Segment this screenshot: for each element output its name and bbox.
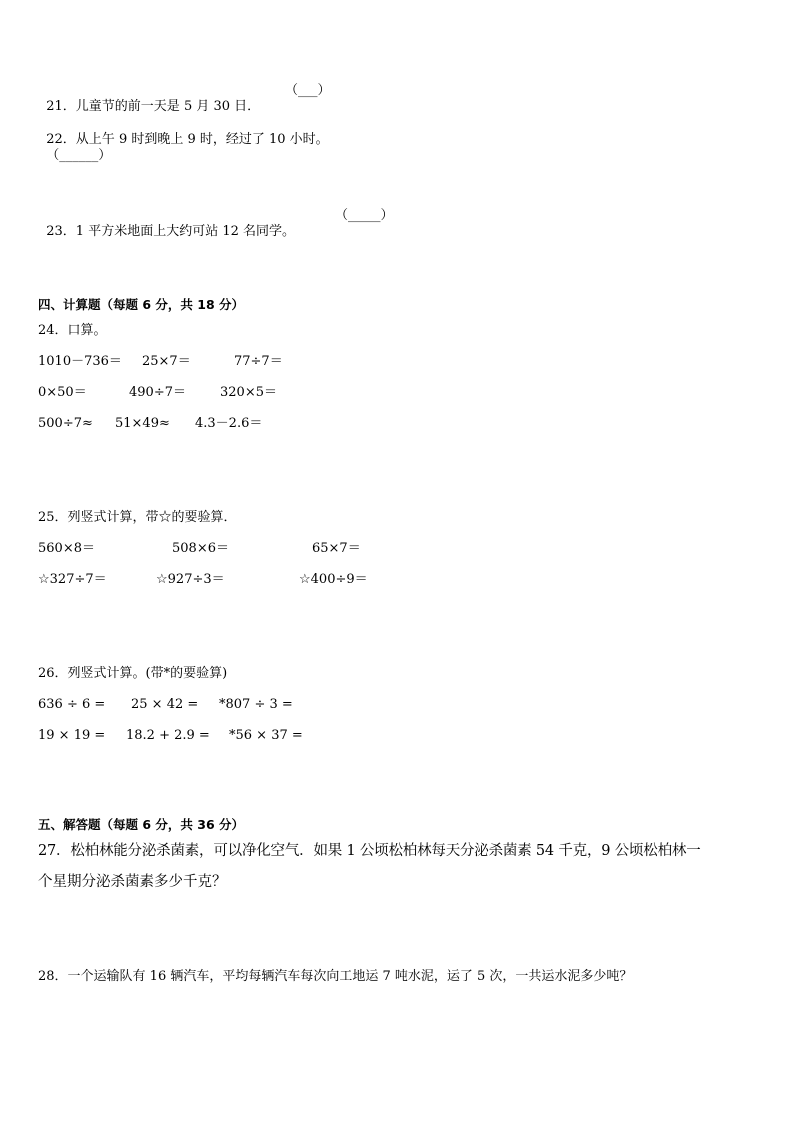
q26-item: 19 × 19 = [38,728,106,743]
q26-item: *56 × 37 = [229,728,303,743]
question-25-title: 25．列竖式计算，带☆的要验算． [38,510,237,525]
question-23-answer-blank[interactable]: （_____） [335,208,394,223]
q24-item: 0×50＝ [38,385,87,400]
q26-item: 25 × 42 = [131,697,199,712]
q25-item: ☆327÷7＝ [38,572,107,587]
q25-item: ☆927÷3＝ [156,572,225,587]
q24-item: 77÷7＝ [234,354,283,369]
question-26-title: 26．列竖式计算。(带*的要验算) [38,666,228,681]
section-5-title: 五、解答题（每题 6 分，共 36 分） [38,817,245,832]
q24-item: 51×49≈ [115,416,170,431]
question-22 [38,116,329,164]
question-28: 28．一个运输队有 16 辆汽车，平均每辆汽车每次向工地运 7 吨水泥，运了 5 次，一共运水泥多少吨？ [38,969,633,984]
question-22-answer-blank[interactable]: （______） [46,148,112,163]
q25-item: 65×7＝ [312,541,361,556]
q24-item: 4.3－2.6＝ [195,416,263,431]
question-23 [38,208,295,240]
question-27-line-1: 27．松柏林能分泌杀菌素，可以净化空气．如果 1 公顷松柏林每天分泌杀菌素 54 千克，9 公顷松柏林一 [38,843,701,859]
question-22-text: 22．从上午 9 时到晚上 9 时，经过了 10 小时。 [46,132,329,147]
question-21-answer-blank[interactable]: （___） [285,83,331,98]
q24-item: 1010－736＝ [38,354,122,369]
q25-item: ☆400÷9＝ [299,572,368,587]
section-4-title: 四、计算题（每题 6 分，共 18 分） [38,297,245,312]
q26-item: *807 ÷ 3 = [219,697,293,712]
q24-item: 320×5＝ [220,385,277,400]
q24-item: 25×7＝ [142,354,191,369]
question-21 [38,83,260,115]
question-21-text: 21．儿童节的前一天是 5 月 30 日． [46,99,261,114]
q25-item: 508×6＝ [172,541,229,556]
q24-item: 490÷7＝ [129,385,186,400]
q26-item: 636 ÷ 6 = [38,697,106,712]
question-23-text: 23．1 平方米地面上大约可站 12 名同学。 [46,224,296,239]
question-27-line-2: 个星期分泌杀菌素多少千克？ [38,874,227,890]
q26-item: 18.2 + 2.9 = [126,728,210,743]
question-24-title: 24．口算。 [38,323,107,338]
q25-item: 560×8＝ [38,541,95,556]
q24-item: 500÷7≈ [38,416,93,431]
